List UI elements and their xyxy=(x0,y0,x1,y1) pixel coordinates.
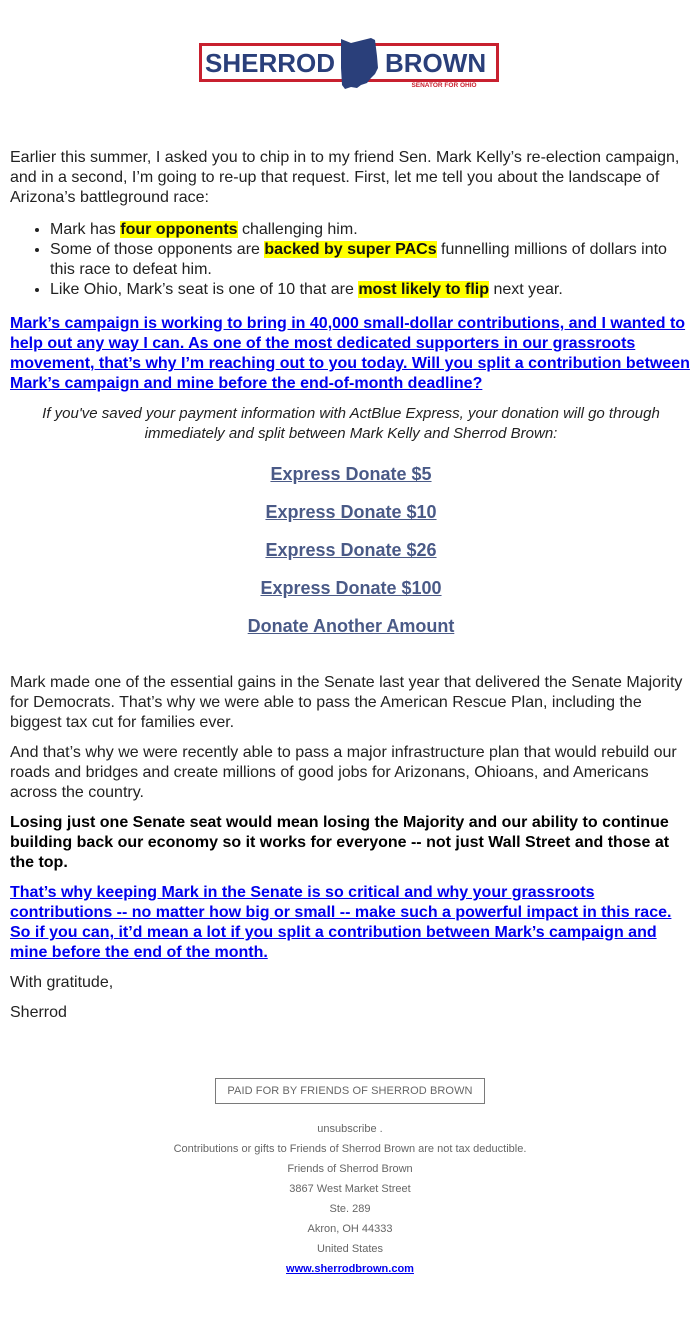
body-paragraph: Mark made one of the essential gains in the Senate last year that delivered the Senate Majority for Democrats. That’s why we were able to pass the American Rescue Plan, including the biggest tax cut for families ever. xyxy=(10,674,683,731)
street-address: 3867 West Market Street xyxy=(289,1183,411,1195)
unsubscribe-line: unsubscribe . xyxy=(317,1123,383,1135)
body-paragraph: And that’s why we were recently able to pass a major infrastructure plan that would rebuild our roads and bridges and create millions of good jobs for Arizonans, Ohioans, and Americans across the country. xyxy=(10,744,677,801)
footer xyxy=(0,1078,700,1279)
highlight: backed by super PACs xyxy=(264,241,437,258)
logo-tagline: SENATOR FOR OHIO xyxy=(411,82,477,89)
suite: Ste. 289 xyxy=(329,1203,371,1215)
bullet-list xyxy=(10,220,692,300)
body-section xyxy=(10,673,692,1023)
express-donate-100-button[interactable]: Express Donate $100 xyxy=(260,578,442,598)
list-item: • Like Ohio, Mark’s seat is one of 10 that are most likely to flip next year. xyxy=(50,280,692,300)
highlight: four opponents xyxy=(120,221,238,238)
list-item: • Some of those opponents are backed by super PACs funnelling millions of dollars into this race to defeat him. xyxy=(50,240,692,280)
footer-address-block xyxy=(0,1119,700,1279)
header xyxy=(0,38,700,90)
express-donate-26-button[interactable]: Express Donate $26 xyxy=(265,540,437,560)
logo-name-right: BROWN xyxy=(385,48,487,78)
city-state-zip: Akron, OH 44333 xyxy=(307,1223,393,1235)
unsubscribe-link[interactable]: unsubscribe xyxy=(317,1123,377,1135)
bold-paragraph: Losing just one Senate seat would mean losing the Majority and our ability to continue building back our economy so it works for everyone -- not just Wall Street and those at the top. xyxy=(10,814,670,871)
donate-buttons xyxy=(10,463,692,653)
country: United States xyxy=(316,1243,384,1255)
tax-disclaimer: Contributions or gifts to Friends of Sherrod Brown are not tax deductible. xyxy=(173,1143,527,1155)
intro-paragraph: Earlier this summer, I asked you to chip in to my friend Sen. Mark Kelly’s re-election campaign, and in a second, I’m going to re-up that request. First, let me tell you about the landscape of Arizona’s battleground race: xyxy=(10,149,680,206)
paid-for-disclaimer: PAID FOR BY FRIENDS OF SHERROD BROWN xyxy=(215,1078,484,1104)
website-link[interactable]: www.sherrodbrown.com xyxy=(286,1263,414,1275)
sherrod-brown-logo xyxy=(199,38,501,90)
appeal-link-top[interactable]: Mark’s campaign is working to bring in 40,000 small-dollar contributions, and I wanted to help out any way I can. As one of the most dedicated supporters in our grassroots movement, that’s why I’m reaching out to you today. Will you split a contribution between Mark’s campaign and mine before the end-of-month deadline? xyxy=(10,315,690,392)
closing-line: With gratitude, xyxy=(10,974,114,991)
express-donate-5-button[interactable]: Express Donate $5 xyxy=(270,464,432,484)
logo-name-left: SHERROD xyxy=(205,48,336,78)
email-body xyxy=(10,148,692,1033)
website-line xyxy=(0,1259,700,1279)
org-name: Friends of Sherrod Brown xyxy=(287,1163,413,1175)
list-item: • Mark has four opponents challenging him. xyxy=(50,220,692,240)
actblue-express-note: If you've saved your payment information with ActBlue Express, your donation will go through immediately and split between Mark Kelly and Sherrod Brown: xyxy=(42,405,660,442)
highlight: most likely to flip xyxy=(358,281,489,298)
donate-another-amount-button[interactable]: Donate Another Amount xyxy=(247,616,455,636)
express-donate-10-button[interactable]: Express Donate $10 xyxy=(265,502,437,522)
signature: Sherrod xyxy=(10,1004,67,1021)
appeal-link-bottom[interactable]: That’s why keeping Mark in the Senate is so critical and why your grassroots contributions -- no matter how big or small -- make such a powerful impact in this race. So if you can, it’d mean a lot if you split a contribution between Mark’s campaign and mine before the end of the month. xyxy=(10,884,672,961)
